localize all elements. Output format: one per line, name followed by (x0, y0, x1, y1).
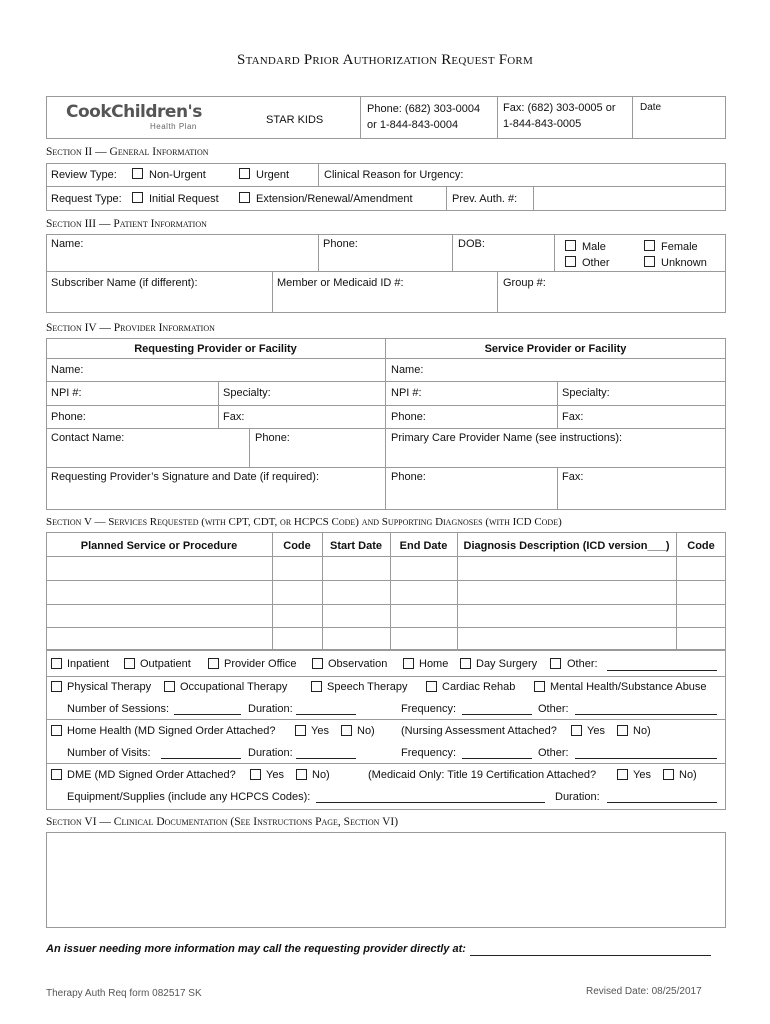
hh-duration-label: Duration: (248, 747, 293, 759)
medicaid-only-label: (Medicaid Only: Title 19 Certification Attached? (368, 769, 597, 781)
svc-specialty-label: Specialty: (562, 387, 610, 399)
dme-checkbox[interactable] (51, 769, 62, 780)
svc-name-label: Name: (391, 364, 424, 376)
physical-therapy-label: Physical Therapy (67, 681, 152, 693)
fax-line-1: Fax: (682) 303-0005 or (503, 102, 616, 114)
home-health-checkbox[interactable] (51, 725, 62, 736)
prev-auth-label: Prev. Auth. #: (452, 193, 518, 205)
observation-checkbox[interactable] (312, 658, 323, 669)
mental-health-checkbox[interactable] (534, 681, 545, 692)
col-end-date: End Date (399, 540, 448, 552)
male-label: Male (582, 241, 606, 253)
program-name: STAR KIDS (266, 114, 324, 126)
other-setting-checkbox[interactable] (550, 658, 561, 669)
patient-info-box (46, 234, 726, 313)
medicaid-yes-label: Yes (633, 769, 651, 781)
num-visits-line[interactable] (161, 758, 241, 759)
inpatient-checkbox[interactable] (51, 658, 62, 669)
other-setting-line[interactable] (607, 670, 717, 671)
requesting-provider-header: Requesting Provider or Facility (134, 343, 297, 355)
urgent-label: Urgent (256, 169, 290, 181)
col-diagnosis: Diagnosis Description (ICD version___) (463, 540, 670, 552)
initial-request-label: Initial Request (149, 193, 219, 205)
speech-therapy-checkbox[interactable] (311, 681, 322, 692)
non-urgent-checkbox[interactable] (132, 168, 143, 179)
medicaid-no-label: No) (679, 769, 697, 781)
num-visits-label: Number of Visits: (67, 747, 151, 759)
pcp-phone-label: Phone: (391, 471, 426, 483)
provider-office-label: Provider Office (224, 658, 297, 670)
col-start-date: Start Date (330, 540, 382, 552)
req-fax-label: Fax: (223, 411, 245, 423)
female-checkbox[interactable] (644, 240, 655, 251)
home-health-no-checkbox[interactable] (341, 725, 352, 736)
day-surgery-label: Day Surgery (476, 658, 538, 670)
dme-yes-checkbox[interactable] (250, 769, 261, 780)
other-gender-label: Other (582, 257, 610, 269)
dme-label: DME (MD Signed Order Attached? (67, 769, 236, 781)
therapy-duration-line[interactable] (296, 714, 356, 715)
dme-no-checkbox[interactable] (296, 769, 307, 780)
outpatient-checkbox[interactable] (124, 658, 135, 669)
inpatient-label: Inpatient (67, 658, 110, 670)
cardiac-rehab-checkbox[interactable] (426, 681, 437, 692)
contact-name-label: Contact Name: (51, 432, 125, 444)
fax-line-2: 1-844-843-0005 (503, 118, 582, 130)
num-sessions-line[interactable] (174, 714, 241, 715)
extension-label: Extension/Renewal/Amendment (256, 193, 413, 205)
therapy-other-line[interactable] (575, 714, 717, 715)
num-sessions-label: Number of Sessions: (67, 703, 170, 715)
signature-label: Requesting Provider’s Signature and Date (if required): (51, 471, 320, 483)
revised-date: Revised Date: 08/25/2017 (586, 986, 702, 997)
group-label: Group #: (503, 277, 546, 289)
home-health-yes-label: Yes (311, 725, 329, 737)
dme-no-label: No) (312, 769, 330, 781)
nursing-yes-checkbox[interactable] (571, 725, 582, 736)
member-id-label: Member or Medicaid ID #: (277, 277, 404, 289)
date-label: Date (640, 102, 662, 113)
svc-fax-label: Fax: (562, 411, 584, 423)
contact-phone-label: Phone: (255, 432, 290, 444)
section-2-title: Section II — General Information (46, 146, 209, 158)
pcp-name-label: Primary Care Provider Name (see instructions): (391, 432, 623, 444)
section-5-title: Section V — Services Requested (with CPT, CDT, or HCPCS Code) and Supporting Diagnoses (with ICD Code) (46, 516, 562, 528)
nursing-yes-label: Yes (587, 725, 605, 737)
review-type-label: Review Type: (51, 169, 117, 181)
svc-phone-label: Phone: (391, 411, 426, 423)
occupational-therapy-label: Occupational Therapy (180, 681, 288, 693)
service-provider-header: Service Provider or Facility (484, 343, 627, 355)
other-gender-checkbox[interactable] (565, 256, 576, 267)
home-health-yes-checkbox[interactable] (295, 725, 306, 736)
nursing-label: (Nursing Assessment Attached? (401, 725, 557, 737)
unknown-gender-checkbox[interactable] (644, 256, 655, 267)
subscriber-label: Subscriber Name (if different): (51, 277, 198, 289)
req-npi-label: NPI #: (51, 387, 82, 399)
dob-label: DOB: (458, 238, 485, 250)
clinical-documentation-box[interactable] (46, 832, 726, 928)
medicaid-yes-checkbox[interactable] (617, 769, 628, 780)
provider-info-box (46, 338, 726, 510)
form-id: Therapy Auth Req form 082517 SK (46, 988, 202, 999)
logo-main-text: CookChildren's (66, 102, 202, 122)
hh-frequency-line[interactable] (462, 758, 532, 759)
patient-phone-label: Phone: (323, 238, 358, 250)
provider-office-checkbox[interactable] (208, 658, 219, 669)
col-service: Planned Service or Procedure (80, 540, 238, 552)
hh-other-line[interactable] (575, 758, 717, 759)
issuer-phone-line[interactable] (470, 955, 711, 956)
therapy-other-label: Other: (538, 703, 569, 715)
clinical-reason-label: Clinical Reason for Urgency: (324, 169, 464, 181)
medicaid-no-checkbox[interactable] (663, 769, 674, 780)
equipment-label: Equipment/Supplies (include any HCPCS Codes): (67, 791, 311, 803)
physical-therapy-checkbox[interactable] (51, 681, 62, 692)
initial-request-checkbox[interactable] (132, 192, 143, 203)
hh-duration-line[interactable] (296, 758, 356, 759)
pcp-fax-label: Fax: (562, 471, 584, 483)
section-6-title: Section VI — Clinical Documentation (See Instructions Page, Section VI) (46, 816, 399, 828)
non-urgent-label: Non-Urgent (149, 169, 206, 181)
dme-yes-label: Yes (266, 769, 284, 781)
form-title: Standard Prior Authorization Request Form (237, 52, 533, 68)
home-health-no-label: No) (357, 725, 375, 737)
cook-childrens-logo (66, 102, 202, 131)
equipment-line[interactable] (316, 802, 545, 803)
dme-duration-line[interactable] (607, 802, 717, 803)
req-name-label: Name: (51, 364, 84, 376)
home-health-label: Home Health (MD Signed Order Attached? (67, 725, 276, 737)
male-checkbox[interactable] (565, 240, 576, 251)
col-code: Code (283, 540, 311, 552)
extension-checkbox[interactable] (239, 192, 250, 203)
home-label: Home (419, 658, 449, 670)
other-setting-label: Other: (567, 658, 598, 670)
outpatient-label: Outpatient (140, 658, 191, 670)
hh-frequency-label: Frequency: (401, 747, 457, 759)
unknown-gender-label: Unknown (661, 257, 707, 269)
home-checkbox[interactable] (403, 658, 414, 669)
section-4-title: Section IV — Provider Information (46, 322, 215, 334)
logo-sub-text: Health Plan (150, 122, 197, 131)
therapy-frequency-line[interactable] (462, 714, 532, 715)
speech-therapy-label: Speech Therapy (327, 681, 408, 693)
phone-line-2: or 1-844-843-0004 (367, 119, 459, 131)
day-surgery-checkbox[interactable] (460, 658, 471, 669)
dme-duration-label: Duration: (555, 791, 600, 803)
request-type-label: Request Type: (51, 193, 122, 205)
req-specialty-label: Specialty: (223, 387, 271, 399)
cardiac-rehab-label: Cardiac Rehab (442, 681, 516, 693)
observation-label: Observation (328, 658, 388, 670)
nursing-no-label: No) (633, 725, 651, 737)
hh-other-label: Other: (538, 747, 569, 759)
section-3-title: Section III — Patient Information (46, 218, 207, 230)
patient-name-label: Name: (51, 238, 84, 250)
urgent-checkbox[interactable] (239, 168, 250, 179)
nursing-no-checkbox[interactable] (617, 725, 628, 736)
issuer-note: An issuer needing more information may call the requesting provider directly at: (46, 943, 466, 955)
mental-health-label: Mental Health/Substance Abuse (550, 681, 707, 693)
svc-npi-label: NPI #: (391, 387, 422, 399)
phone-line-1: Phone: (682) 303-0004 (367, 103, 481, 115)
therapy-duration-label: Duration: (248, 703, 293, 715)
therapy-frequency-label: Frequency: (401, 703, 457, 715)
col-diag-code: Code (687, 540, 715, 552)
occupational-therapy-checkbox[interactable] (164, 681, 175, 692)
req-phone-label: Phone: (51, 411, 86, 423)
female-label: Female (661, 241, 698, 253)
